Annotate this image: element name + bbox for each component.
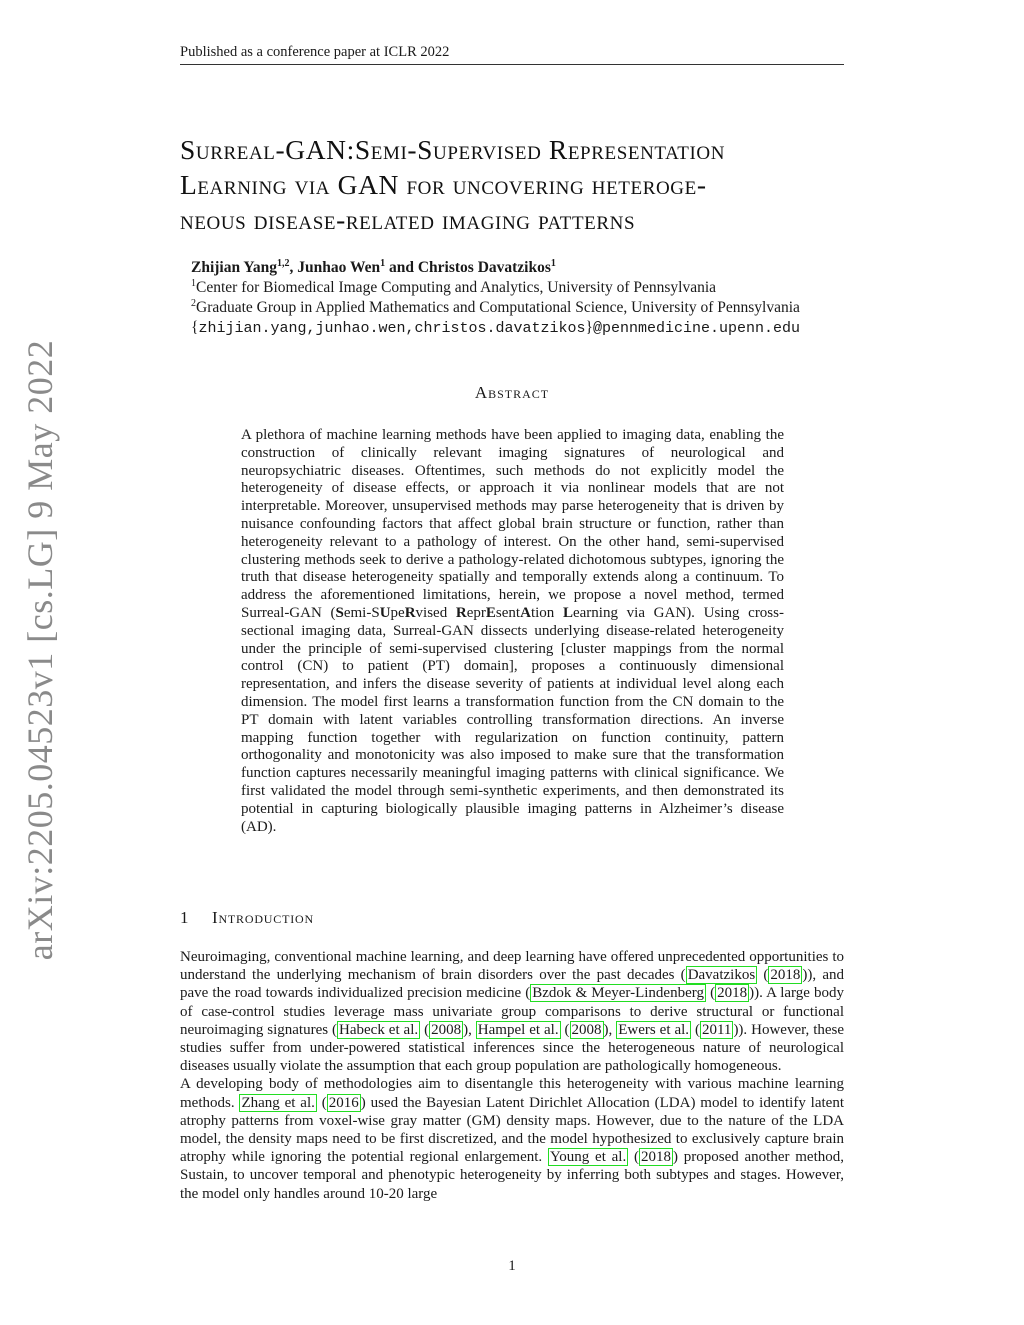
- email-names: zhijian.yang,junhao.wen,christos.davatzikos: [198, 320, 586, 337]
- abstract-part-1: A plethora of machine learning methods have been applied to imaging data, enabling the construction of clinically relevant imaging signatures of neurological and neuropsychiatric diseases. Oftentimes, such methods do not explicitly model the heterogeneity of disease effects, or approach it via nonlinear models that are not interpretable. Moreover, unsupervised methods may parse heterogeneity that is driven by nuisance confounding factors that affect global brain structure or function, rather than heterogeneity relevant to a pathology of interest. On the other hand, semi-supervised clustering methods seek to derive a pathology-related dichotomous subtypes, ignoring the truth that disease heterogeneity spatially and temporally extends along a continuum. To address the aforementioned limitations, herein, we propose a novel method, termed Surreal-GAN (: [241, 427, 784, 621]
- intro-text: A developing body of methodologies aim to disentangle this heterogeneity with various machine learning methods.: [180, 1076, 844, 1111]
- running-header: Published as a conference paper at ICLR 2022: [180, 44, 844, 65]
- citation-link[interactable]: Hampel et al.: [477, 1021, 559, 1038]
- citation-link[interactable]: Bzdok & Meyer-Lindenberg: [532, 985, 704, 1002]
- affiliation-1-text: Center for Biomedical Image Computing and Analytics, University of Pennsylvania: [196, 279, 717, 296]
- acronym-text-7: earning via GAN: [572, 604, 687, 621]
- acronym-u: U: [379, 604, 391, 621]
- title-line-3: neous disease-related imaging patterns: [180, 204, 636, 235]
- intro-text: (: [316, 1094, 327, 1111]
- intro-text: (: [420, 1021, 430, 1038]
- title-line-2: Learning via GAN for uncovering heteroge-: [180, 169, 707, 200]
- intro-text: ) used the Bayesian Latent Dirichlet Allocation (LDA) model to identify latent atrophy patterns from voxel-wise gray matter (GM) density maps. However, due to the nature of the LDA model, the density maps need to be first discretized, and the model hypothesized to exclusively capture brain atrophy while ignoring the potential regional enlargement.: [180, 1094, 844, 1166]
- citation-link[interactable]: Davatzikos: [687, 967, 756, 984]
- acronym-text-1: emi-S: [343, 604, 380, 621]
- introduction-body: [180, 948, 844, 1203]
- author-1: Zhijian Yang: [191, 259, 277, 276]
- acronym-l: L: [562, 604, 573, 621]
- intro-text: )), and pave the road towards individualized precision medicine (: [180, 967, 845, 1002]
- citation-year-link[interactable]: 2008: [431, 1021, 462, 1038]
- citation-link[interactable]: Habeck et al.: [339, 1021, 419, 1038]
- citation-year-link[interactable]: 2016: [328, 1094, 359, 1111]
- acronym-r2: R: [455, 604, 467, 621]
- intro-text: (: [757, 967, 769, 984]
- intro-paragraph-1: [180, 948, 844, 1075]
- author-2-sup: 1: [380, 257, 386, 269]
- intro-text: Neuroimaging, conventional machine learning, and deep learning have offered unprecedented opportunities to understand the underlying mechanism of brain disorders over the past decades (: [180, 949, 844, 984]
- citation-link[interactable]: Young et al.: [549, 1149, 627, 1166]
- citation-year-link[interactable]: 2011: [701, 1021, 732, 1038]
- email-open-brace: {: [191, 319, 199, 336]
- email-close-brace: }: [585, 319, 593, 336]
- author-names: [191, 258, 871, 278]
- page-number: 1: [508, 1258, 516, 1274]
- affiliation-1-sup: 1: [191, 277, 196, 289]
- intro-paragraph-2: [180, 1075, 844, 1202]
- affiliation-2-sup: 2: [191, 297, 196, 309]
- intro-text: )). A large body of case-control studies leverage mass univariate group comparisons to derive structural or functional neuroimaging signatures (: [180, 985, 844, 1038]
- author-1-sup: 1,2: [277, 257, 290, 269]
- intro-text: (: [628, 1149, 639, 1166]
- arxiv-id: arXiv:2205.04523v1 [cs.LG] 9 May 2022: [20, 339, 60, 961]
- citation-link[interactable]: Ewers et al.: [618, 1021, 690, 1038]
- section-number: 1: [180, 908, 190, 927]
- section-title: Introduction: [212, 908, 314, 927]
- intro-text: )). However, these studies suffer from under-powered statistical inferences since the heterogeneous nature of neurological diseases usually violate the assumption that each group population are pathologically homogeneous.: [180, 1021, 845, 1075]
- citation-year-link[interactable]: 2008: [571, 1021, 602, 1038]
- email-domain: @pennmedicine.upenn.edu: [592, 320, 801, 337]
- arxiv-watermark: [20, 339, 60, 961]
- author-3: and Christos Davatzikos: [385, 259, 551, 276]
- abstract-heading: Abstract: [474, 383, 550, 402]
- intro-text: (: [691, 1021, 700, 1038]
- affiliation-1: [191, 278, 871, 298]
- acronym-s: S: [335, 604, 344, 621]
- author-block: [191, 258, 871, 339]
- acronym-text-4: epr: [466, 604, 486, 621]
- email-line: [191, 318, 871, 339]
- author-2: , Junhao Wen: [289, 259, 381, 276]
- affiliation-2-text: Graduate Group in Applied Mathematics and Computational Science, University of Pennsylvania: [196, 299, 800, 316]
- intro-text: ),: [463, 1021, 476, 1038]
- citation-year-link[interactable]: 2018: [770, 967, 801, 984]
- acronym-e: E: [485, 604, 496, 621]
- acronym-r: R: [404, 604, 416, 621]
- intro-text: ) proposed another method, Sustain, to uncover temporal and phenotypic heterogeneity by inferring both subtypes and stages. However, the model only handles around 10-20 large: [180, 1149, 844, 1202]
- section-heading-introduction: [180, 908, 314, 928]
- title-line-1: Surreal-GAN:Semi-Supervised Representation: [180, 134, 726, 165]
- citation-year-link[interactable]: 2018: [640, 1149, 671, 1166]
- author-3-sup: 1: [550, 257, 556, 269]
- acronym-text-5: sent: [495, 604, 521, 621]
- intro-text: (: [705, 985, 716, 1002]
- abstract-part-2: ). Using cross-sectional imaging data, Surreal-GAN dissects underlying disease-related heterogeneity under the principle of semi-supervised clustering [cluster mappings from the normal control (CN) to patient (PT) domain], proposes a continuously dimensional representation, and infers the disease severity of patients at individual level along each dimension. The model first learns a transformation function from the CN domain to the PT domain with latent variables controlling transformation directions. An inverse mapping function together with regularization on function continuity, pattern orthogonality and monotonicity was also imposed to make sure that the transformation function captures necessarily meaningful imaging patterns with clinical significance. We first validated the model through semi-synthetic experiments, and then demonstrated its potential in capturing biologically plausible imaging patterns in Alzheimer’s disease (AD).: [241, 604, 784, 835]
- intro-text: ),: [603, 1021, 617, 1038]
- citation-year-link[interactable]: 2018: [717, 985, 748, 1002]
- citation-link[interactable]: Zhang et al.: [241, 1094, 315, 1111]
- paper-title: [180, 132, 860, 237]
- acronym-text-6: tion: [530, 604, 563, 621]
- acronym-text-2: pe: [390, 604, 405, 621]
- acronym-text-3: vised: [415, 604, 456, 621]
- acronym-a: A: [520, 604, 531, 621]
- intro-text: (: [560, 1021, 570, 1038]
- abstract-text: [241, 427, 784, 836]
- affiliation-2: [191, 298, 871, 318]
